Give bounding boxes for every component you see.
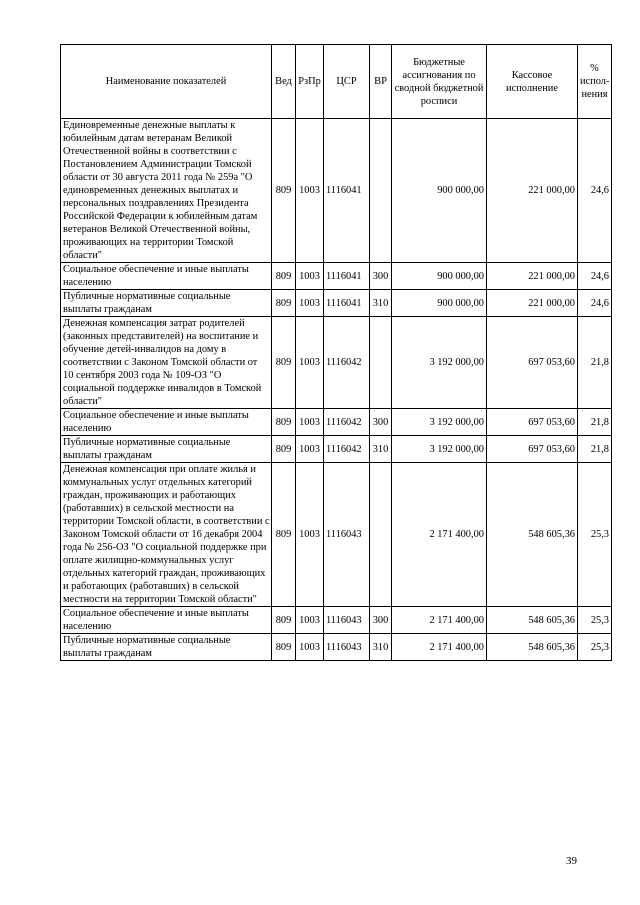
table-row — [61, 119, 612, 263]
row-name: Публичные нормативные социальные выплаты гражданам — [61, 634, 272, 661]
row-percent: 24,6 — [578, 119, 612, 263]
row-cash-execution: 697 053,60 — [487, 436, 578, 463]
table-row — [61, 263, 612, 290]
row-ved: 809 — [272, 119, 296, 263]
row-assignments: 2 171 400,00 — [392, 634, 487, 661]
table-row — [61, 409, 612, 436]
row-csr: 1116042 — [324, 317, 370, 409]
row-name: Денежная компенсация при оплате жилья и коммунальных услуг отдельных категорий граждан, проживающих и работающих (работавших) в сельской местности на территории Томской области, в соответствии с Законом Томской области от 16 декабря 2004 года № 256-ОЗ "О социальной поддержке при оплате жилищно-коммунальных услуг отдельных категорий граждан, проживающих и работающих (работавших) в сельской местности на территории Томской области" — [61, 463, 272, 607]
table-row — [61, 634, 612, 661]
row-rzpr: 1003 — [296, 463, 324, 607]
row-assignments: 2 171 400,00 — [392, 607, 487, 634]
row-ved: 809 — [272, 436, 296, 463]
row-ved: 809 — [272, 290, 296, 317]
row-assignments: 3 192 000,00 — [392, 317, 487, 409]
row-ved: 809 — [272, 409, 296, 436]
row-percent: 25,3 — [578, 634, 612, 661]
row-name: Денежная компенсация затрат родителей (законных представителей) на воспитание и обучение детей-инвалидов на дому в соответствии с Законом Томской области от 10 сентября 2003 года № 109-ОЗ "О социальной поддержке инвалидов в Томской области" — [61, 317, 272, 409]
row-csr: 1116043 — [324, 463, 370, 607]
row-name: Публичные нормативные социальные выплаты гражданам — [61, 290, 272, 317]
row-assignments: 3 192 000,00 — [392, 436, 487, 463]
row-assignments: 900 000,00 — [392, 119, 487, 263]
row-rzpr: 1003 — [296, 436, 324, 463]
row-csr: 1116043 — [324, 607, 370, 634]
budget-execution-table — [60, 44, 612, 661]
row-cash-execution: 697 053,60 — [487, 409, 578, 436]
row-ved: 809 — [272, 607, 296, 634]
row-cash-execution: 548 605,36 — [487, 607, 578, 634]
page-number: 39 — [566, 855, 577, 867]
row-name: Публичные нормативные социальные выплаты гражданам — [61, 436, 272, 463]
row-rzpr: 1003 — [296, 409, 324, 436]
row-cash-execution: 697 053,60 — [487, 317, 578, 409]
row-csr: 1116042 — [324, 409, 370, 436]
table-row — [61, 463, 612, 607]
row-name: Социальное обеспечение и иные выплаты населению — [61, 263, 272, 290]
row-rzpr: 1003 — [296, 634, 324, 661]
row-cash-execution: 548 605,36 — [487, 634, 578, 661]
row-assignments: 2 171 400,00 — [392, 463, 487, 607]
row-percent: 25,3 — [578, 463, 612, 607]
row-percent: 21,8 — [578, 317, 612, 409]
table-row — [61, 607, 612, 634]
row-vr — [370, 119, 392, 263]
row-vr: 300 — [370, 263, 392, 290]
row-vr — [370, 317, 392, 409]
row-csr: 1116041 — [324, 263, 370, 290]
table-row — [61, 290, 612, 317]
row-percent: 25,3 — [578, 607, 612, 634]
header-assignments: Бюджетные ассигнования по сводной бюджетной росписи — [392, 45, 487, 119]
row-rzpr: 1003 — [296, 607, 324, 634]
row-vr — [370, 463, 392, 607]
row-ved: 809 — [272, 317, 296, 409]
row-vr: 310 — [370, 290, 392, 317]
row-rzpr: 1003 — [296, 263, 324, 290]
header-percent: % испол-нения — [578, 45, 612, 119]
row-name: Социальное обеспечение и иные выплаты населению — [61, 409, 272, 436]
table-row — [61, 317, 612, 409]
row-rzpr: 1003 — [296, 290, 324, 317]
row-vr: 300 — [370, 607, 392, 634]
header-ved: Вед — [272, 45, 296, 119]
row-csr: 1116042 — [324, 436, 370, 463]
row-name: Единовременные денежные выплаты к юбилейным датам ветеранам Великой Отечественной войны в соответствии с Постановлением Администрации Томской области от 30 августа 2011 года № 259а "О единовременных денежных выплатах и персональных поздравлениях Президента Российской Федерации к юбилейным датам ветеранов Великой Отечественной войны, проживающих на территории Томской области" — [61, 119, 272, 263]
header-cash-execution: Кассовое исполнение — [487, 45, 578, 119]
table-row — [61, 436, 612, 463]
row-csr: 1116043 — [324, 634, 370, 661]
row-cash-execution: 221 000,00 — [487, 290, 578, 317]
row-csr: 1116041 — [324, 119, 370, 263]
row-percent: 24,6 — [578, 263, 612, 290]
row-vr: 300 — [370, 409, 392, 436]
row-ved: 809 — [272, 634, 296, 661]
row-rzpr: 1003 — [296, 317, 324, 409]
header-rzpr: РзПр — [296, 45, 324, 119]
row-vr: 310 — [370, 634, 392, 661]
header-row — [61, 45, 612, 119]
row-cash-execution: 548 605,36 — [487, 463, 578, 607]
row-ved: 809 — [272, 263, 296, 290]
row-rzpr: 1003 — [296, 119, 324, 263]
row-percent: 24,6 — [578, 290, 612, 317]
row-name: Социальное обеспечение и иные выплаты населению — [61, 607, 272, 634]
row-assignments: 900 000,00 — [392, 290, 487, 317]
row-ved: 809 — [272, 463, 296, 607]
header-vr: ВР — [370, 45, 392, 119]
row-assignments: 3 192 000,00 — [392, 409, 487, 436]
row-csr: 1116041 — [324, 290, 370, 317]
row-cash-execution: 221 000,00 — [487, 263, 578, 290]
row-assignments: 900 000,00 — [392, 263, 487, 290]
row-vr: 310 — [370, 436, 392, 463]
row-cash-execution: 221 000,00 — [487, 119, 578, 263]
header-name: Наименование показателей — [61, 45, 272, 119]
header-csr: ЦСР — [324, 45, 370, 119]
row-percent: 21,8 — [578, 409, 612, 436]
row-percent: 21,8 — [578, 436, 612, 463]
